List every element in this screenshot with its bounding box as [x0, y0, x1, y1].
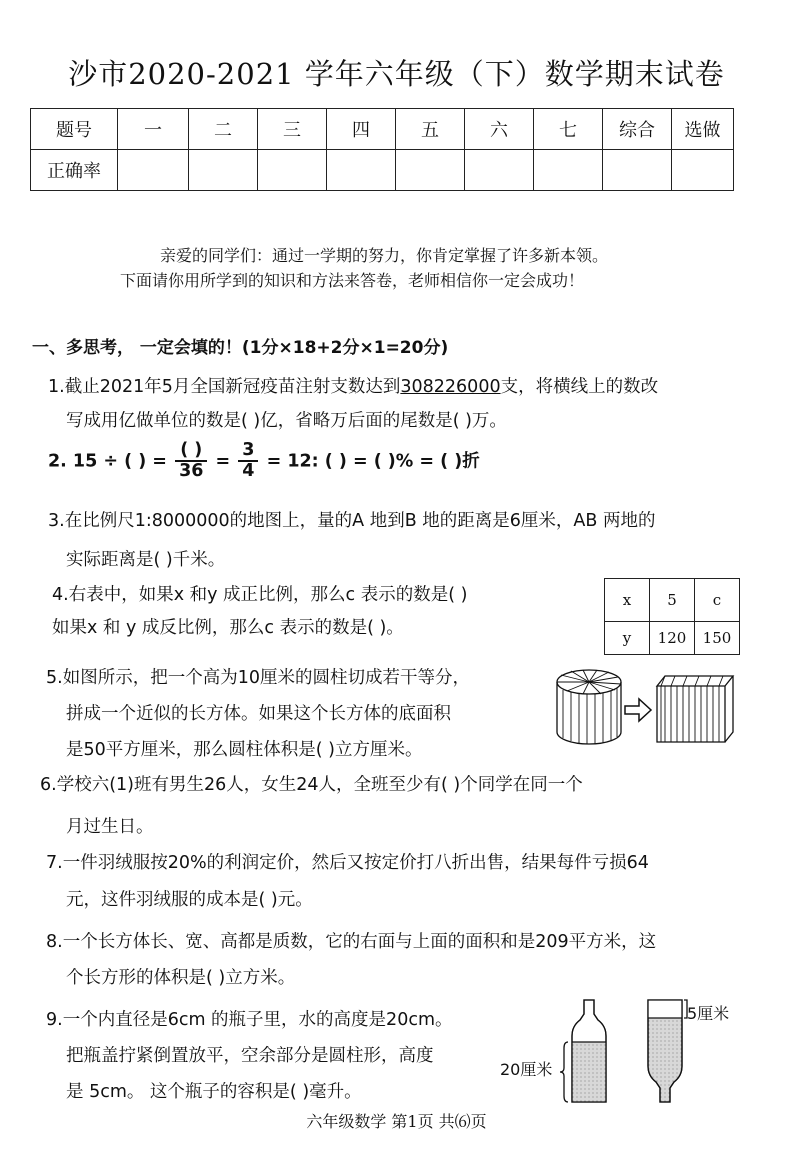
cylinder-to-cuboid-figure — [553, 666, 739, 748]
xy-table-row-y — [605, 622, 740, 655]
q1-text-b: 支，将横线上的数改 — [500, 377, 659, 397]
fraction-2 — [238, 441, 258, 482]
question-5-line-2: 拼成一个近似的长方体。如果这个长方体的底面积 — [66, 704, 451, 724]
answer-cell[interactable] — [258, 150, 327, 191]
question-5-line-3: 是50平方厘米，那么圆柱体积是( )立方厘米。 — [66, 740, 423, 760]
fraction-1-denominator: 36 — [179, 461, 204, 482]
table-cell: 120 — [650, 622, 695, 655]
answer-cell[interactable] — [189, 150, 258, 191]
fraction-1-numerator: ( ) — [175, 441, 207, 462]
table-cell: 四 — [327, 109, 396, 150]
score-table — [30, 108, 734, 191]
question-3-line-2: 实际距离是( )千米。 — [66, 550, 226, 570]
bottle-figure — [560, 996, 690, 1106]
table-cell: 选做 — [672, 109, 734, 150]
question-7-line-1: 7.一件羽绒服按20%的利润定价，然后又按定价打八折出售，结果每件亏损64 — [46, 853, 649, 873]
intro-line-2: 下面请你用所学到的知识和方法来答卷，老师相信你一定会成功！ — [120, 271, 585, 290]
intro-line-1: 亲爱的同学们：通过一学期的努力，你肯定掌握了许多新本领。 — [160, 246, 609, 265]
page-title: 沙市2020-2021 学年六年级（下）数学期末试卷 — [68, 57, 725, 91]
page-footer: 六年级数学 第1页 共⑹页 — [306, 1112, 487, 1131]
answer-cell[interactable] — [118, 150, 189, 191]
question-8-line-2: 个长方形的体积是( )立方米。 — [66, 968, 296, 988]
table-cell: c — [695, 579, 740, 622]
table-cell: x — [605, 579, 650, 622]
answer-cell[interactable] — [465, 150, 534, 191]
table-cell: 题号 — [31, 109, 118, 150]
table-cell: y — [605, 622, 650, 655]
question-5-line-1: 5.如图所示，把一个高为10厘米的圆柱切成若干等分， — [46, 668, 470, 688]
answer-cell[interactable] — [327, 150, 396, 191]
question-1-line-2: 写成用亿做单位的数是( )亿，省略万后面的尾数是( )万。 — [66, 411, 507, 431]
q2-text-a: 2. 15 ÷ ( ) = — [48, 451, 167, 472]
table-cell: 5 — [650, 579, 695, 622]
section-heading: 一、多思考， 一定会填的！(1分×18+2分×1=20分) — [32, 338, 449, 358]
question-9-line-1: 9.一个内直径是6cm 的瓶子里，水的高度是20cm。 — [46, 1010, 453, 1030]
question-4-line-2: 如果x 和 y 成反比例，那么c 表示的数是( )。 — [52, 618, 404, 638]
answer-cell[interactable] — [396, 150, 465, 191]
q2-text-b: = 12: ( ) = ( )% = ( )折 — [266, 451, 480, 472]
question-9-line-3: 是 5cm。 这个瓶子的容积是( )毫升。 — [66, 1082, 362, 1102]
table-cell: 五 — [396, 109, 465, 150]
xy-table — [604, 578, 740, 655]
question-4-line-1: 4.右表中，如果x 和y 成正比例，那么c 表示的数是( ) — [52, 585, 468, 605]
table-cell: 综合 — [603, 109, 672, 150]
table-cell: 三 — [258, 109, 327, 150]
answer-cell[interactable] — [672, 150, 734, 191]
question-6-line-1: 6.学校六(1)班有男生26人，女生24人，全班至少有( )个同学在同一个 — [40, 775, 583, 795]
fraction-1 — [175, 441, 207, 482]
score-table-rate-row — [31, 150, 734, 191]
table-cell: 一 — [118, 109, 189, 150]
fraction-2-numerator: 3 — [238, 441, 258, 462]
q1-number: 308226000 — [400, 377, 501, 397]
score-table-header-row — [31, 109, 734, 150]
question-3-line-1: 3.在比例尺1:8000000的地图上，量的A 地到B 地的距离是6厘米，AB 两地的 — [48, 511, 656, 531]
answer-cell[interactable] — [603, 150, 672, 191]
question-7-line-2: 元，这件羽绒服的成本是( )元。 — [66, 890, 313, 910]
question-2 — [48, 441, 480, 482]
table-cell: 二 — [189, 109, 258, 150]
table-cell: 六 — [465, 109, 534, 150]
question-1-line-1 — [48, 373, 658, 398]
q1-text-a: 1.截止2021年5月全国新冠疫苗注射支数达到 — [48, 377, 401, 397]
q2-equals: = — [215, 451, 231, 472]
xy-table-row-x — [605, 579, 740, 622]
answer-cell[interactable] — [534, 150, 603, 191]
table-cell: 150 — [695, 622, 740, 655]
question-8-line-1: 8.一个长方体长、宽、高都是质数，它的右面与上面的面积和是209平方米，这 — [46, 932, 657, 952]
fraction-2-denominator: 4 — [242, 461, 255, 482]
table-cell: 正确率 — [31, 150, 118, 191]
question-9-line-2: 把瓶盖拧紧倒置放平，空余部分是圆柱形，高度 — [66, 1046, 434, 1066]
bottle-label-empty-height: 5厘米 — [687, 1004, 730, 1023]
table-cell: 七 — [534, 109, 603, 150]
bottle-label-water-height: 20厘米 — [500, 1060, 553, 1079]
question-6-line-2: 月过生日。 — [66, 817, 154, 837]
